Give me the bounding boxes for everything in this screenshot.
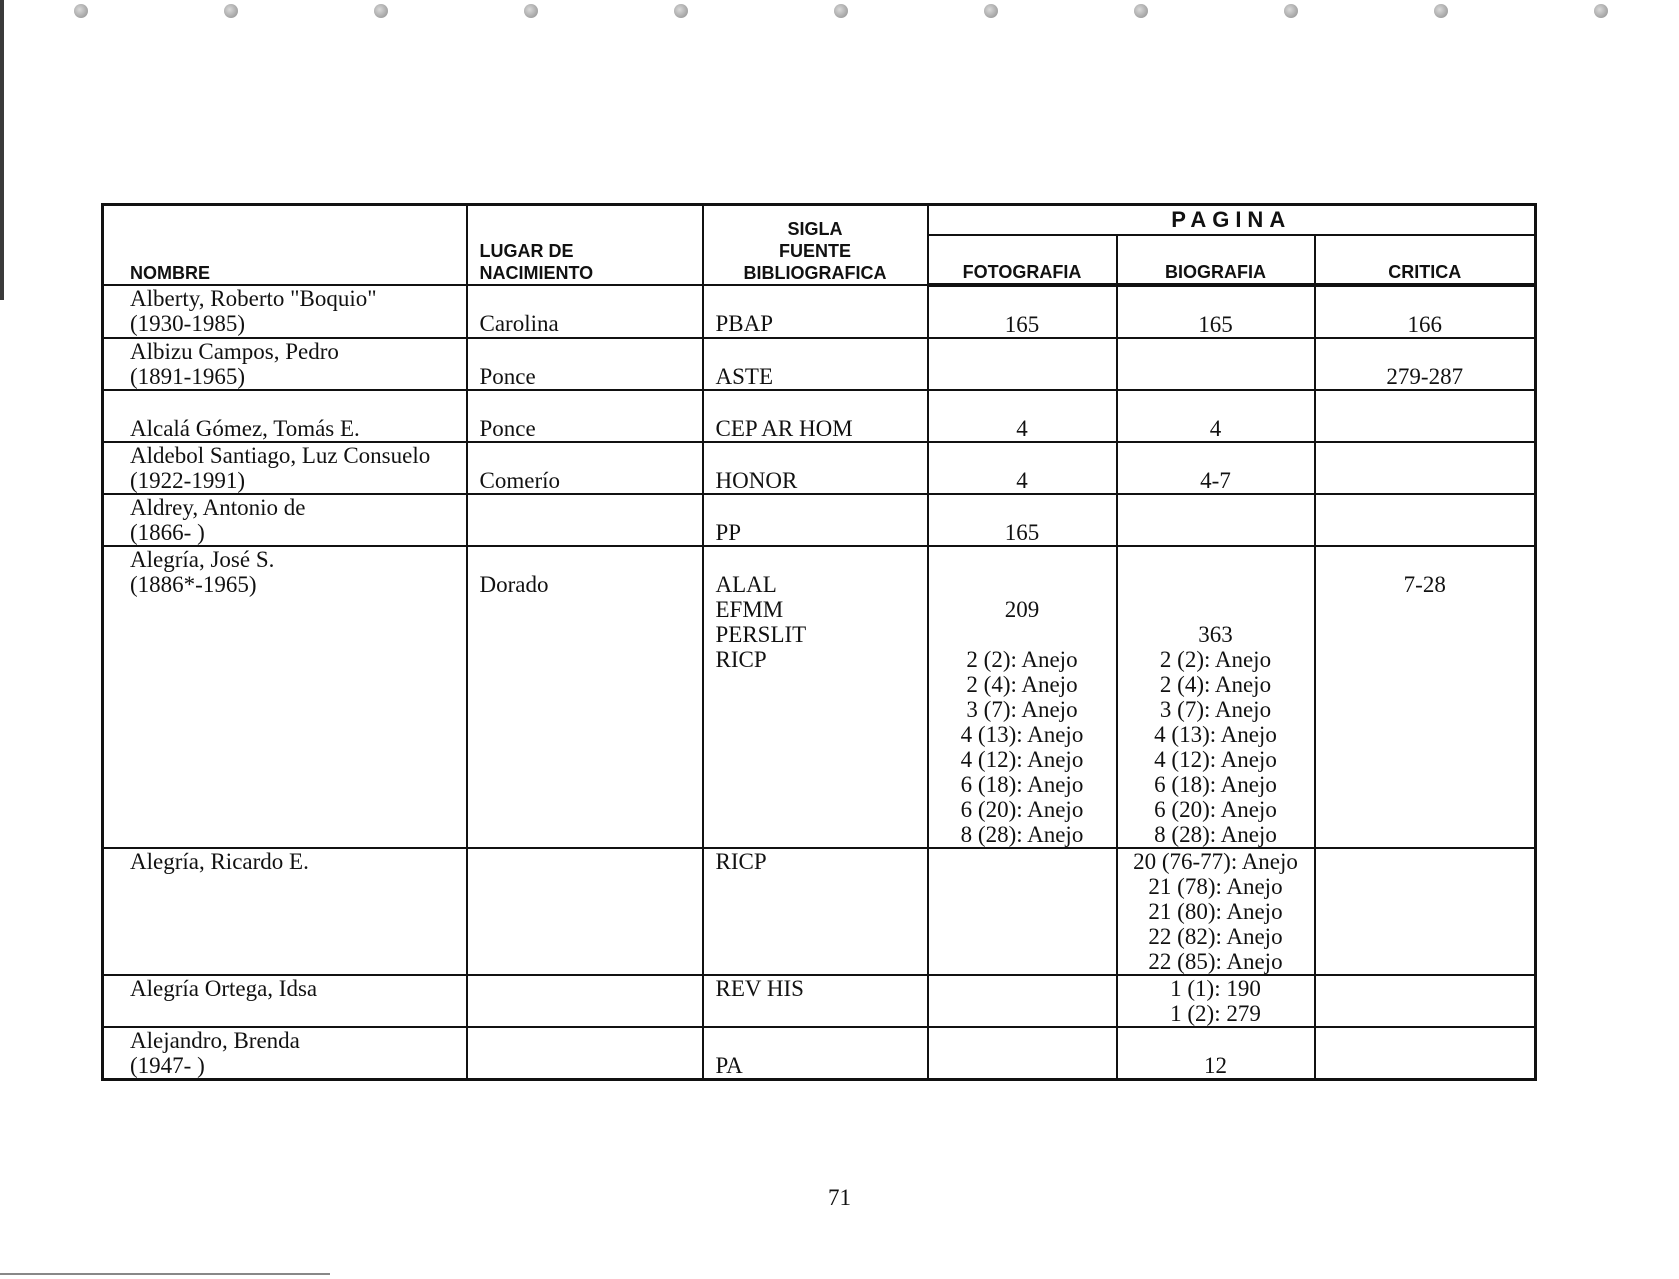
cell-line: [480, 722, 702, 747]
cell-line: 22 (82): Anejo: [1148, 923, 1283, 949]
cell-line: 20 (76-77): Anejo: [1133, 848, 1298, 874]
cell-line: Alegría Ortega, Idsa: [130, 975, 318, 1001]
cell-line: [130, 672, 466, 697]
cell-line: [480, 622, 702, 647]
cell-line: [929, 622, 1116, 647]
cell-line: [716, 772, 927, 797]
cell-line: 4-7: [1200, 467, 1231, 493]
cell-critica: [1315, 338, 1536, 390]
header-biografia: BIOGRAFIA: [1117, 235, 1315, 285]
cell-line: 279-287: [1386, 363, 1464, 389]
cell-line: [1118, 339, 1314, 364]
cell-line: 2 (2): Anejo: [1159, 646, 1272, 672]
header-lugar-de-nacimiento: LUGAR DE NACIMIENTO: [467, 205, 703, 285]
cell-line: [1118, 391, 1314, 416]
cell-line: [716, 924, 927, 949]
cell-line: [1316, 495, 1535, 520]
cell-line: [480, 391, 702, 416]
cell-line: ALAL: [715, 571, 777, 597]
cell-line: [130, 391, 466, 416]
cell-line: 1 (2): 279: [1170, 1000, 1261, 1026]
punch-hole: [1284, 4, 1298, 18]
cell-line: Alejandro, Brenda: [130, 1027, 300, 1053]
cell-line: 4 (13): Anejo: [960, 721, 1084, 747]
page-number: 71: [828, 1185, 851, 1210]
cell-sigla: [703, 1027, 928, 1080]
cell-line: [716, 391, 927, 416]
cell-line: (1891-1965): [130, 363, 245, 389]
cell-line: 6 (18): Anejo: [1154, 771, 1277, 797]
cell-line: [480, 747, 702, 772]
cell-line: [130, 822, 466, 847]
cell-line: [130, 924, 466, 949]
cell-line: Comerío: [479, 467, 560, 493]
cell-line: (1930-1985): [130, 310, 245, 336]
cell-line: ASTE: [715, 363, 773, 389]
cell-line: [929, 1028, 1116, 1053]
cell-nombre: [103, 975, 467, 1027]
cell-line: Carolina: [479, 310, 559, 336]
cell-lugar: [467, 494, 703, 546]
cell-critica: [1315, 546, 1536, 848]
cell-line: [480, 899, 702, 924]
cell-line: 21 (80): Anejo: [1148, 898, 1283, 924]
cell-line: [1316, 672, 1535, 697]
cell-line: 6 (18): Anejo: [960, 771, 1084, 797]
cell-nombre: [103, 546, 467, 848]
cell-sigla: [703, 390, 928, 442]
cell-critica: [1315, 494, 1536, 546]
cell-line: [1316, 797, 1535, 822]
cell-line: REV HIS: [715, 975, 804, 1001]
cell-line: [480, 924, 702, 949]
header-nombre: NOMBRE: [103, 205, 467, 285]
page-left-edge: [0, 0, 4, 300]
cell-line: [716, 822, 927, 847]
cell-line: 4: [1209, 415, 1222, 441]
cell-line: [480, 697, 702, 722]
cell-line: 166: [1407, 311, 1442, 337]
cell-line: PA: [715, 1052, 743, 1078]
cell-line: [929, 547, 1116, 572]
table-row: [103, 1027, 1536, 1080]
table-body: [103, 285, 1536, 1080]
cell-line: [929, 976, 1116, 1001]
table-row: [103, 975, 1536, 1027]
cell-line: [130, 597, 466, 622]
cell-line: [480, 976, 702, 1001]
cell-line: 2 (4): Anejo: [1159, 671, 1272, 697]
cell-line: [1118, 495, 1314, 520]
punch-holes: [0, 4, 1679, 26]
cell-line: [716, 722, 927, 747]
cell-line: [480, 339, 702, 364]
table-row: [103, 546, 1536, 848]
cell-line: [1316, 924, 1535, 949]
cell-line: [480, 822, 702, 847]
cell-line: [1316, 1001, 1535, 1026]
table-row: [103, 442, 1536, 494]
cell-line: Aldrey, Antonio de: [130, 494, 306, 520]
cell-nombre: [103, 442, 467, 494]
cell-line: [716, 495, 927, 520]
cell-line: [1316, 391, 1535, 416]
cell-line: [130, 949, 466, 974]
cell-line: Aldebol Santiago, Luz Consuelo: [130, 442, 431, 468]
cell-line: [480, 520, 702, 545]
cell-line: (1922-1991): [130, 467, 245, 493]
cell-nombre: [103, 494, 467, 546]
cell-line: [716, 899, 927, 924]
cell-biografia: [1117, 975, 1315, 1027]
cell-line: Ponce: [479, 363, 536, 389]
cell-line: [929, 1001, 1116, 1026]
cell-line: [716, 697, 927, 722]
cell-line: 4: [1016, 467, 1028, 493]
cell-line: [1316, 339, 1535, 364]
cell-line: 6 (20): Anejo: [960, 796, 1084, 822]
cell-line: [480, 495, 702, 520]
cell-line: [716, 443, 927, 468]
cell-sigla: [703, 848, 928, 975]
cell-line: [1316, 597, 1535, 622]
cell-line: [1316, 520, 1535, 545]
header-pagina: PAGINA: [928, 205, 1536, 235]
cell-line: [1118, 1028, 1314, 1053]
cell-lugar: [467, 390, 703, 442]
cell-line: [480, 647, 702, 672]
punch-hole: [74, 4, 88, 18]
cell-line: Alegría, Ricardo E.: [130, 848, 309, 874]
cell-line: [480, 1001, 702, 1026]
cell-critica: [1315, 975, 1536, 1027]
punch-hole: [834, 4, 848, 18]
cell-line: [1316, 849, 1535, 874]
cell-line: [480, 286, 702, 311]
cell-line: 2 (2): Anejo: [966, 646, 1078, 672]
cell-lugar: [467, 285, 703, 338]
cell-line: [480, 849, 702, 874]
table-row: [103, 390, 1536, 442]
bottom-rule: [0, 1273, 330, 1275]
cell-fotografia: [928, 338, 1117, 390]
cell-line: [1316, 443, 1535, 468]
header-sigla-fuente-bibliografica: SIGLA FUENTE BIBLIOGRAFICA: [703, 205, 928, 285]
cell-lugar: [467, 442, 703, 494]
cell-line: EFMM: [715, 596, 784, 622]
cell-line: [1316, 772, 1535, 797]
table-row: [103, 494, 1536, 546]
cell-fotografia: [928, 494, 1117, 546]
cell-line: 6 (20): Anejo: [1154, 796, 1277, 822]
cell-sigla: [703, 494, 928, 546]
cell-line: 3 (7): Anejo: [966, 696, 1078, 722]
punch-hole: [1134, 4, 1148, 18]
cell-line: 4 (12): Anejo: [1154, 746, 1277, 772]
cell-line: 165: [1004, 519, 1040, 545]
cell-line: 4: [1016, 415, 1028, 441]
cell-line: [130, 797, 466, 822]
cell-line: [1316, 287, 1535, 312]
cell-line: RICP: [715, 646, 767, 672]
cell-line: Alcalá Gómez, Tomás E.: [130, 415, 360, 441]
table-row: [103, 285, 1536, 338]
punch-hole: [984, 4, 998, 18]
cell-nombre: [103, 1027, 467, 1080]
punch-hole: [524, 4, 538, 18]
cell-line: [1316, 949, 1535, 974]
cell-nombre: [103, 848, 467, 975]
cell-line: PP: [715, 519, 742, 545]
cell-line: 209: [1004, 596, 1040, 622]
cell-line: PBAP: [715, 310, 774, 336]
cell-biografia: [1117, 494, 1315, 546]
cell-lugar: [467, 338, 703, 390]
cell-line: 2 (4): Anejo: [966, 671, 1078, 697]
cell-line: [480, 874, 702, 899]
cell-line: PERSLIT: [715, 621, 807, 647]
cell-line: [130, 747, 466, 772]
cell-critica: [1315, 442, 1536, 494]
cell-line: [716, 672, 927, 697]
cell-line: Albizu Campos, Pedro: [130, 338, 339, 364]
cell-line: Ponce: [479, 415, 536, 441]
cell-line: [929, 949, 1116, 974]
cell-line: 165: [1198, 311, 1233, 337]
cell-line: [929, 572, 1116, 597]
cell-line: [1118, 520, 1314, 545]
cell-biografia: [1117, 1027, 1315, 1080]
cell-line: [1118, 443, 1314, 468]
cell-line: [929, 339, 1116, 364]
cell-line: [716, 547, 927, 572]
cell-line: [130, 1001, 466, 1026]
cell-line: [1118, 287, 1314, 312]
cell-line: [929, 1053, 1116, 1078]
cell-critica: [1315, 390, 1536, 442]
cell-critica: [1315, 285, 1536, 338]
cell-line: HONOR: [715, 467, 798, 493]
cell-line: [1316, 1028, 1535, 1053]
punch-hole: [1434, 4, 1448, 18]
cell-lugar: [467, 1027, 703, 1080]
cell-line: [130, 874, 466, 899]
cell-line: 4 (12): Anejo: [960, 746, 1084, 772]
cell-line: [480, 1028, 702, 1053]
cell-sigla: [703, 338, 928, 390]
cell-line: [480, 443, 702, 468]
table-row: [103, 338, 1536, 390]
cell-critica: [1315, 848, 1536, 975]
cell-line: [480, 1053, 702, 1078]
cell-line: [716, 874, 927, 899]
cell-line: [1316, 647, 1535, 672]
cell-line: [1316, 547, 1535, 572]
cell-line: [130, 647, 466, 672]
cell-fotografia: [928, 1027, 1117, 1080]
cell-line: (1886*-1965): [130, 571, 257, 597]
cell-line: [929, 924, 1116, 949]
cell-line: [929, 364, 1116, 389]
cell-lugar: [467, 975, 703, 1027]
cell-sigla: [703, 285, 928, 338]
cell-fotografia: [928, 390, 1117, 442]
punch-hole: [1594, 4, 1608, 18]
cell-line: [929, 899, 1116, 924]
cell-line: [929, 495, 1116, 520]
cell-line: 3 (7): Anejo: [1159, 696, 1272, 722]
cell-line: [130, 772, 466, 797]
cell-biografia: [1117, 546, 1315, 848]
cell-nombre: [103, 338, 467, 390]
cell-line: [929, 443, 1116, 468]
cell-line: [1316, 747, 1535, 772]
cell-nombre: [103, 390, 467, 442]
cell-line: 1 (1): 190: [1170, 975, 1261, 1001]
cell-line: 21 (78): Anejo: [1148, 873, 1283, 899]
cell-sigla: [703, 442, 928, 494]
cell-nombre: [103, 285, 467, 338]
cell-line: (1866- ): [130, 519, 205, 545]
cell-line: [1118, 572, 1314, 597]
cell-line: [1316, 697, 1535, 722]
cell-line: [130, 697, 466, 722]
cell-line: 12: [1204, 1052, 1227, 1078]
cell-fotografia: [928, 848, 1117, 975]
cell-line: 8 (28): Anejo: [1154, 821, 1277, 847]
cell-line: [480, 772, 702, 797]
cell-line: [716, 286, 927, 311]
cell-lugar: [467, 848, 703, 975]
cell-line: [716, 1001, 927, 1026]
cell-fotografia: [928, 285, 1117, 338]
cell-biografia: [1117, 442, 1315, 494]
cell-line: [1316, 899, 1535, 924]
cell-fotografia: [928, 546, 1117, 848]
cell-line: Alberty, Roberto "Boquio": [130, 285, 377, 311]
cell-line: [130, 899, 466, 924]
cell-line: [716, 797, 927, 822]
bibliography-table: [101, 203, 1537, 1081]
cell-line: [480, 597, 702, 622]
cell-line: [1316, 822, 1535, 847]
punch-hole: [374, 4, 388, 18]
header-fotografia: FOTOGRAFIA: [928, 235, 1117, 285]
cell-line: Dorado: [479, 571, 549, 597]
cell-biografia: [1117, 390, 1315, 442]
cell-line: [929, 874, 1116, 899]
cell-line: [480, 672, 702, 697]
cell-line: [130, 622, 466, 647]
cell-line: [1316, 874, 1535, 899]
cell-line: Alegría, José S.: [130, 546, 275, 572]
cell-line: 4 (13): Anejo: [1154, 721, 1277, 747]
cell-line: [1316, 622, 1535, 647]
cell-sigla: [703, 546, 928, 848]
cell-line: 22 (85): Anejo: [1148, 948, 1283, 974]
cell-line: [1316, 722, 1535, 747]
cell-line: [480, 949, 702, 974]
cell-line: [130, 722, 466, 747]
cell-line: [1118, 597, 1314, 622]
cell-line: [929, 287, 1116, 312]
cell-line: [716, 949, 927, 974]
cell-line: [1316, 1053, 1535, 1078]
punch-hole: [224, 4, 238, 18]
cell-line: [480, 797, 702, 822]
cell-line: CEP AR HOM: [715, 415, 853, 441]
cell-line: RICP: [715, 848, 767, 874]
table-row: [103, 848, 1536, 975]
cell-line: [1118, 364, 1314, 389]
cell-lugar: [467, 546, 703, 848]
cell-line: [929, 391, 1116, 416]
cell-line: [1316, 976, 1535, 1001]
cell-sigla: [703, 975, 928, 1027]
cell-line: [480, 547, 702, 572]
cell-biografia: [1117, 338, 1315, 390]
cell-line: [1316, 468, 1535, 493]
cell-line: [1118, 547, 1314, 572]
punch-hole: [674, 4, 688, 18]
cell-biografia: [1117, 285, 1315, 338]
cell-line: (1947- ): [130, 1052, 205, 1078]
cell-critica: [1315, 1027, 1536, 1080]
cell-line: 7-28: [1403, 571, 1446, 597]
cell-line: [716, 747, 927, 772]
cell-line: [929, 849, 1116, 874]
cell-line: [716, 1028, 927, 1053]
cell-fotografia: [928, 442, 1117, 494]
header-critica: CRITICA: [1315, 235, 1536, 285]
cell-line: 363: [1198, 621, 1233, 647]
cell-biografia: [1117, 848, 1315, 975]
cell-line: 165: [1004, 311, 1040, 337]
cell-line: [1316, 416, 1535, 441]
cell-line: 8 (28): Anejo: [960, 821, 1084, 847]
cell-fotografia: [928, 975, 1117, 1027]
cell-line: [716, 339, 927, 364]
